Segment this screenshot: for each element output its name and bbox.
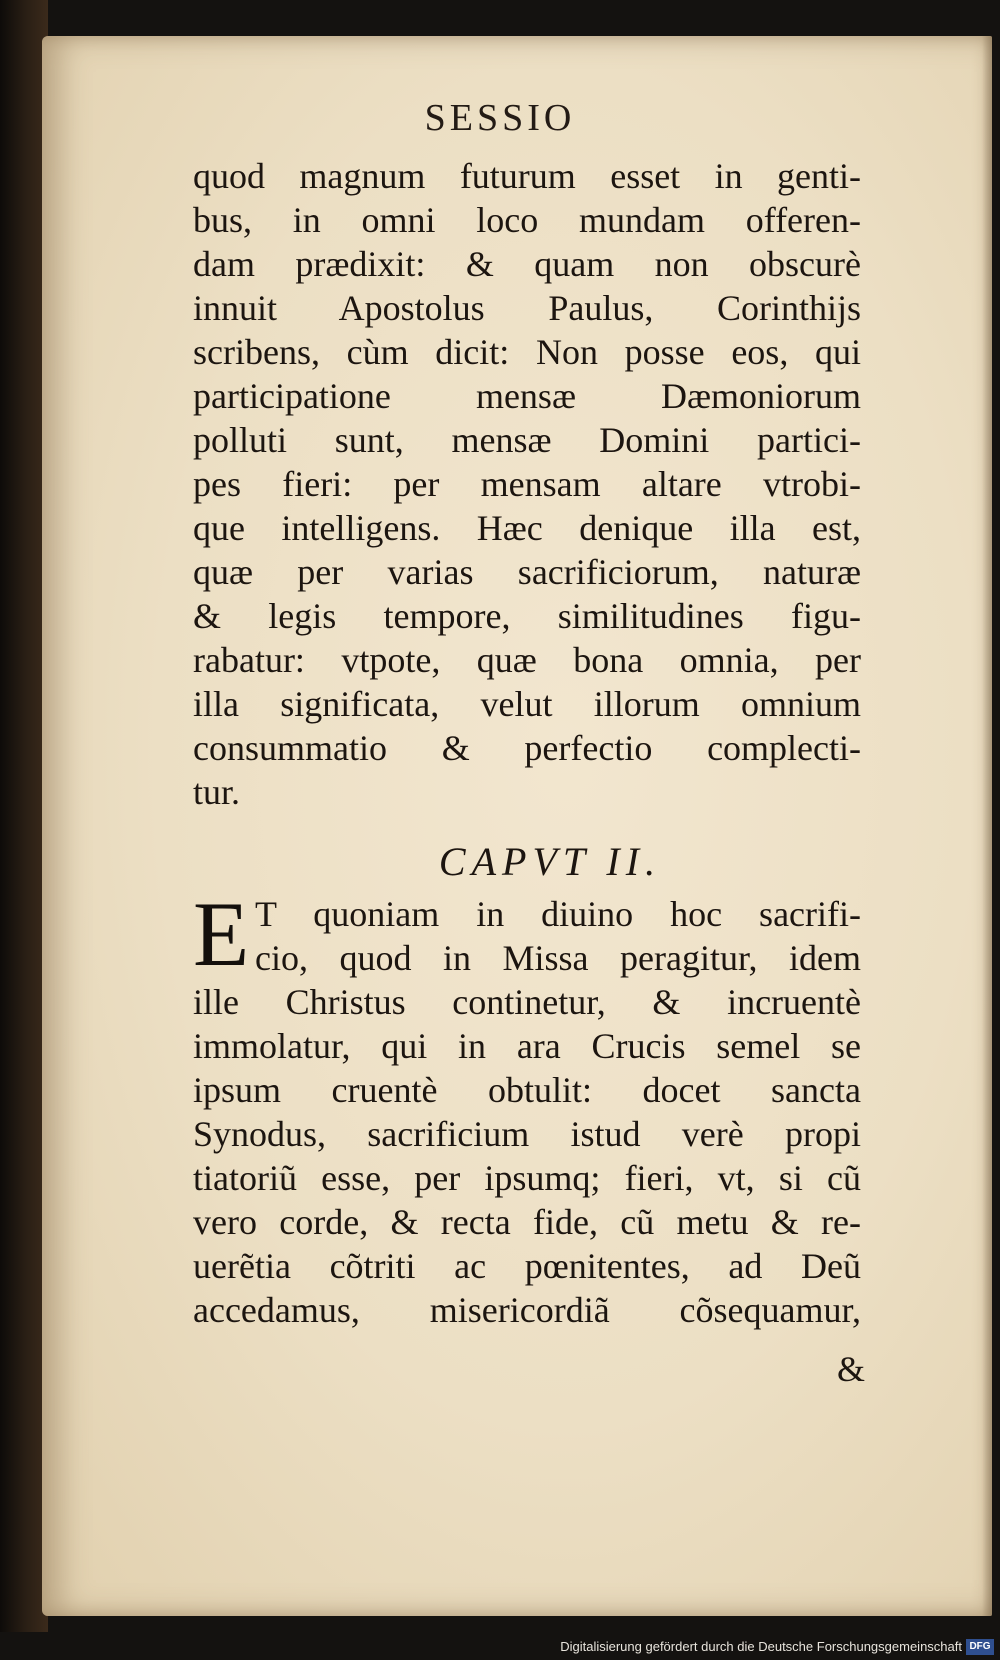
text-line: T quoniam in diuino hoc sacrifi- [255, 894, 861, 934]
text-line: scribens, cùm dicit: Non posse eos, qui [193, 332, 861, 372]
text-line: quæ per varias sacrificiorum, naturæ [193, 552, 861, 592]
text-line: dam prædixit: & quam non obscurè [193, 244, 861, 284]
text-line: quod magnum futurum esset in genti- [193, 156, 861, 196]
text-line: illa significata, velut illorum omnium [193, 684, 861, 724]
text-line: immolatur, qui in ara Crucis semel se [193, 1026, 861, 1066]
running-head: SESSIO [424, 97, 576, 139]
text-line: ipsum cruentè obtulit: docet sancta [193, 1070, 861, 1110]
text-line: que intelligens. Hæc denique illa est, [193, 508, 861, 548]
text-line: rabatur: vtpote, quæ bona omnia, per [193, 640, 861, 680]
text-line: Synodus, sacrificium istud verè propi [193, 1114, 861, 1154]
paragraph-2 [193, 883, 861, 1332]
text-line: accedamus, misericordiã cõsequamur, [193, 1290, 861, 1330]
text-line: vero corde, & recta fide, cũ metu & re- [193, 1202, 861, 1242]
dfg-logo: DFG [966, 1639, 994, 1655]
catchword: & [836, 1349, 865, 1389]
text-line: consummatio & perfectio complecti- [193, 728, 861, 768]
text-line: bus, in omni loco mundam offeren- [193, 200, 861, 240]
paragraph-1 [193, 154, 861, 814]
text-line: participatione mensæ Dæmoniorum [193, 376, 861, 416]
text-line: cio, quod in Missa peragitur, idem [255, 938, 861, 978]
text-line: ille Christus continetur, & incruentè [193, 982, 861, 1022]
footer-bar [0, 1632, 1000, 1660]
text-line: pes fieri: per mensam altare vtrobi- [193, 464, 861, 504]
text-line: innuit Apostolus Paulus, Corinthijs [193, 288, 861, 328]
text-line: polluti sunt, mensæ Domini partici- [193, 420, 861, 460]
text-line: tiatoriũ esse, per ipsumq; fieri, vt, si cũ [193, 1158, 861, 1198]
text-line: tur. [193, 772, 241, 812]
chapter-heading: CAPVT II. [438, 839, 662, 884]
page-edge [982, 36, 992, 1616]
text-line: uerẽtia cõtriti ac pœnitentes, ad Deũ [193, 1246, 861, 1286]
text-line: & legis tempore, similitudines figu- [193, 596, 861, 636]
book-binding [0, 0, 48, 1660]
funding-credit: Digitalisierung gefördert durch die Deutsche Forschungsgemeinschaft [560, 1639, 962, 1654]
drop-cap: E [193, 883, 250, 985]
